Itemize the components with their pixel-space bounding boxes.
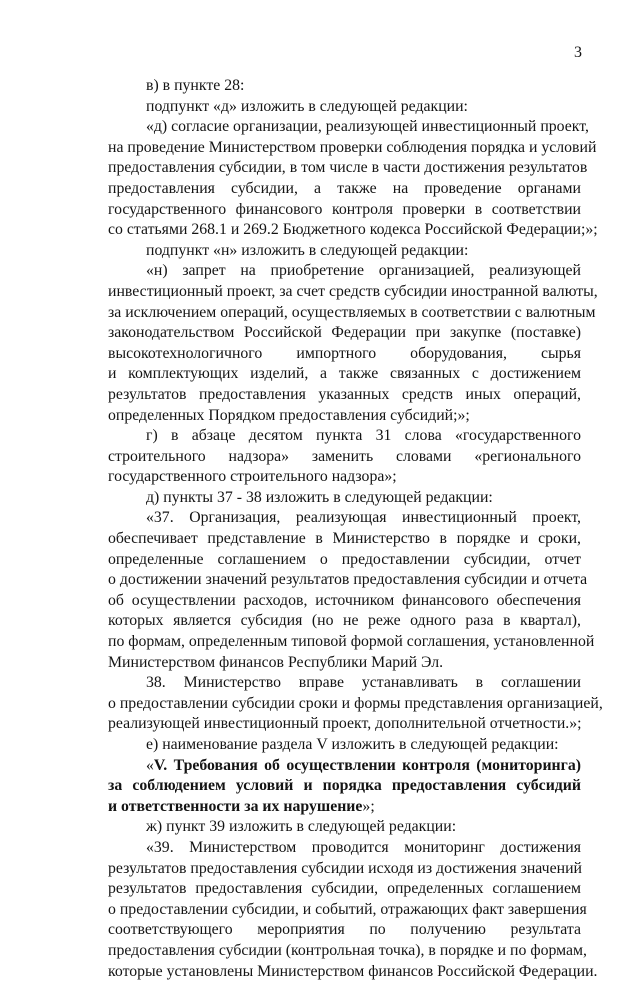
paragraph-line: о достижении значений результатов предоставления субсидии и отчета (108, 571, 588, 589)
paragraph-line: подпункт «д» изложить в следующей редакции: (146, 97, 468, 115)
paragraph-line: законодательством Российской Федерации при закупке (поставке) (108, 324, 581, 342)
paragraph-line: реализующей инвестиционный проект, дополнительной отчетности.»; (108, 715, 582, 733)
paragraph-line: о предоставлении субсидии, и событий, отражающих факт завершения (108, 900, 587, 918)
paragraph-line: результатов предоставления указанных средств иных операций, (108, 385, 581, 403)
paragraph-line: со статьями 268.1 и 269.2 Бюджетного кодекса Российской Федерации;»; (108, 221, 598, 239)
paragraph-line: о предоставлении субсидии сроки и формы представления организацией, (108, 694, 603, 712)
page-number: 3 (574, 44, 582, 61)
document-body (108, 76, 603, 982)
paragraph-line: результатов предоставления субсидии исходя из достижения значений (108, 859, 582, 877)
paragraph-line: об осуществлении расходов, источником финансового обеспечения (108, 591, 581, 609)
paragraph-line: Министерством финансов Республики Марий Эл. (108, 653, 444, 671)
paragraph-line: ж) пункт 39 изложить в следующей редакции: (146, 818, 457, 836)
paragraph-line: предоставления субсидии (контрольная точка), в порядке и по формам, (108, 941, 587, 959)
paragraph-line: обеспечивает представление в Министерство в порядке и сроки, (108, 530, 581, 548)
paragraph-line: определенные соглашением о предоставлении субсидии, отчет (108, 550, 581, 568)
paragraph-line: «39. Министерством проводится мониторинг достижения (146, 838, 581, 856)
paragraph-line: результатов предоставления субсидии, определенных соглашением (108, 880, 581, 898)
paragraph-line: г) в абзаце десятом пункта 31 слова «государственного (146, 427, 581, 445)
paragraph-line: за соблюдением условий и порядка предоставления субсидий (108, 777, 581, 795)
paragraph-line: «н) запрет на приобретение организацией, реализующей (146, 262, 581, 280)
paragraph-line: государственного строительного надзора»; (108, 468, 397, 486)
paragraph-line: государственного финансового контроля проверки в соответствии (108, 200, 581, 218)
paragraph-line: предоставления субсидии, а также на проведение органами (108, 179, 581, 197)
paragraph-line: и ответственности за их нарушение»; (108, 797, 375, 815)
paragraph-line: инвестиционный проект, за счет средств субсидии иностранной валюты, (108, 282, 598, 300)
paragraph-line: 38. Министерство вправе устанавливать в соглашении (146, 674, 581, 692)
paragraph-line: на проведение Министерством проверки соблюдения порядка и условий (108, 138, 597, 156)
paragraph-line: которые установлены Министерством финансов Российской Федерации. (108, 962, 598, 980)
paragraph-line: высокотехнологичного импортного оборудования, сырья (108, 344, 581, 362)
paragraph-line: в) в пункте 28: (146, 77, 245, 94)
paragraph-line: «37. Организация, реализующая инвестиционный проект, (146, 509, 581, 527)
paragraph-line: предоставления субсидии, в том числе в части достижения результатов (108, 159, 588, 177)
paragraph-line: соответствующего мероприятия по получению результата (108, 921, 581, 939)
paragraph-line: строительного надзора» заменить словами «регионального (108, 447, 581, 465)
paragraph-line: которых является субсидия (но не реже одного раза в квартал), (108, 612, 581, 630)
paragraph-line: д) пункты 37 - 38 изложить в следующей редакции: (146, 488, 493, 506)
paragraph-line: «V. Требования об осуществлении контроля (мониторинга) (146, 756, 581, 774)
paragraph-line: е) наименование раздела V изложить в следующей редакции: (146, 736, 559, 753)
paragraph-line: за исключением операций, осуществляемых в соответствии с валютным (108, 303, 596, 321)
paragraph-line: по формам, определенным типовой формой соглашения, установленной (108, 633, 595, 651)
paragraph-line: и комплектующих изделий, а также связанных с достижением (108, 365, 581, 383)
paragraph-line: подпункт «н» изложить в следующей редакции: (146, 241, 469, 259)
paragraph-line: «д) согласие организации, реализующей инвестиционный проект, (146, 118, 589, 136)
paragraph-line: определенных Порядком предоставления субсидий;»; (108, 406, 470, 424)
